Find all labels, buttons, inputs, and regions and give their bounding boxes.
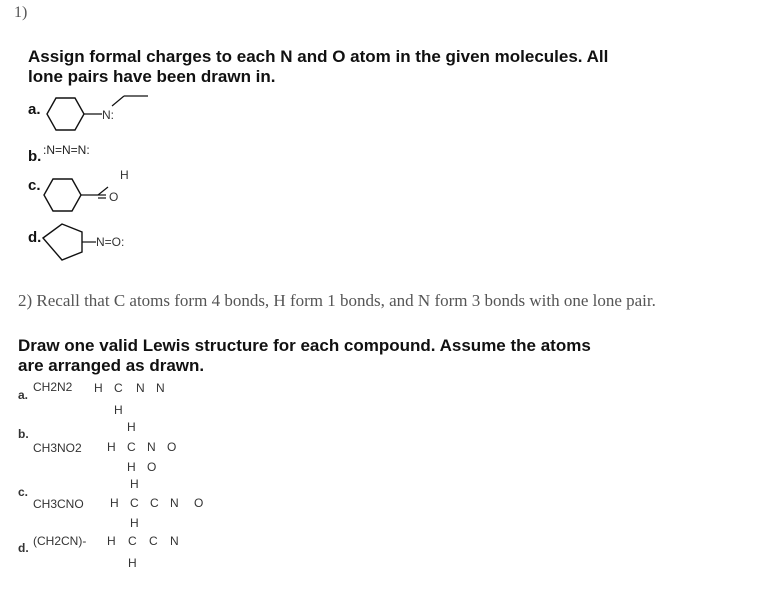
grid-atom: H (127, 460, 136, 474)
q2-item-b-label: b. (18, 427, 29, 441)
grid-atom: C (127, 440, 136, 454)
question-1-title-line1: Assign formal charges to each N and O atom in the given molecules. All (28, 47, 609, 66)
question-1-number: 1) (14, 4, 28, 21)
grid-atom: C (128, 534, 137, 548)
grid-atom: H (130, 516, 139, 530)
cyclohexane-ring (47, 98, 84, 130)
q1-item-b-label: b. (28, 148, 42, 165)
grid-atom: N (170, 496, 179, 510)
q1-item-a-label: a. (28, 101, 41, 118)
q2-item-b-formula: CH3NO2 (33, 441, 82, 455)
q2-item-d-formula: (CH2CN)- (33, 534, 87, 548)
grid-atom: O (147, 460, 157, 474)
grid-atom: O (167, 440, 177, 454)
q1-molecule-d (40, 218, 150, 266)
grid-atom: H (110, 496, 119, 510)
q2-item-d-label: d. (18, 541, 29, 555)
grid-atom: H (114, 403, 123, 417)
grid-atom: N (147, 440, 156, 454)
grid-atom: N (156, 381, 165, 395)
q1-molecule-a (40, 88, 160, 140)
grid-atom: C (150, 496, 159, 510)
grid-atom: C (149, 534, 158, 548)
grid-atom: C (114, 381, 123, 395)
grid-atom: H (128, 556, 137, 570)
nitrogen-ethyl-bond (112, 96, 124, 106)
question-2-intro: 2) Recall that C atoms form 4 bonds, H form 1 bonds, and N form 3 bonds with one lone pair. (18, 291, 656, 310)
question-1-title-line2: lone pairs have been drawn in. (28, 67, 276, 86)
q1-molecule-c (40, 165, 150, 220)
nitrogen-atom: N: (102, 108, 114, 122)
nitroso-group: N=O: (96, 235, 125, 249)
cyclohexane-ring (44, 179, 81, 211)
grid-atom: H (127, 420, 136, 434)
grid-atom: H (130, 477, 139, 491)
cyclopentane-ring (43, 224, 82, 260)
grid-atom: H (94, 381, 103, 395)
grid-atom: N (170, 534, 179, 548)
grid-atom: H (107, 534, 116, 548)
q1-item-c-label: c. (28, 177, 41, 194)
q2-item-c-formula: CH3CNO (33, 497, 84, 511)
grid-atom: N (136, 381, 145, 395)
q2-item-a-formula: CH2N2 (33, 380, 73, 394)
question-2-title-line1: Draw one valid Lewis structure for each compound. Assume the atoms (18, 336, 591, 355)
azide-formula: :N=N=N: (43, 143, 90, 157)
grid-atom: C (130, 496, 139, 510)
q2-item-c-label: c. (18, 485, 29, 499)
q1-item-d-label: d. (28, 229, 42, 246)
grid-atom: O (194, 496, 204, 510)
oxygen-atom: O (109, 190, 119, 204)
q2-item-a-label: a. (18, 388, 29, 402)
question-2-title-line2: are arranged as drawn. (18, 356, 205, 375)
grid-atom: H (107, 440, 116, 454)
carbon-hydrogen-bond (98, 187, 108, 195)
hydrogen-atom: H (120, 168, 129, 182)
